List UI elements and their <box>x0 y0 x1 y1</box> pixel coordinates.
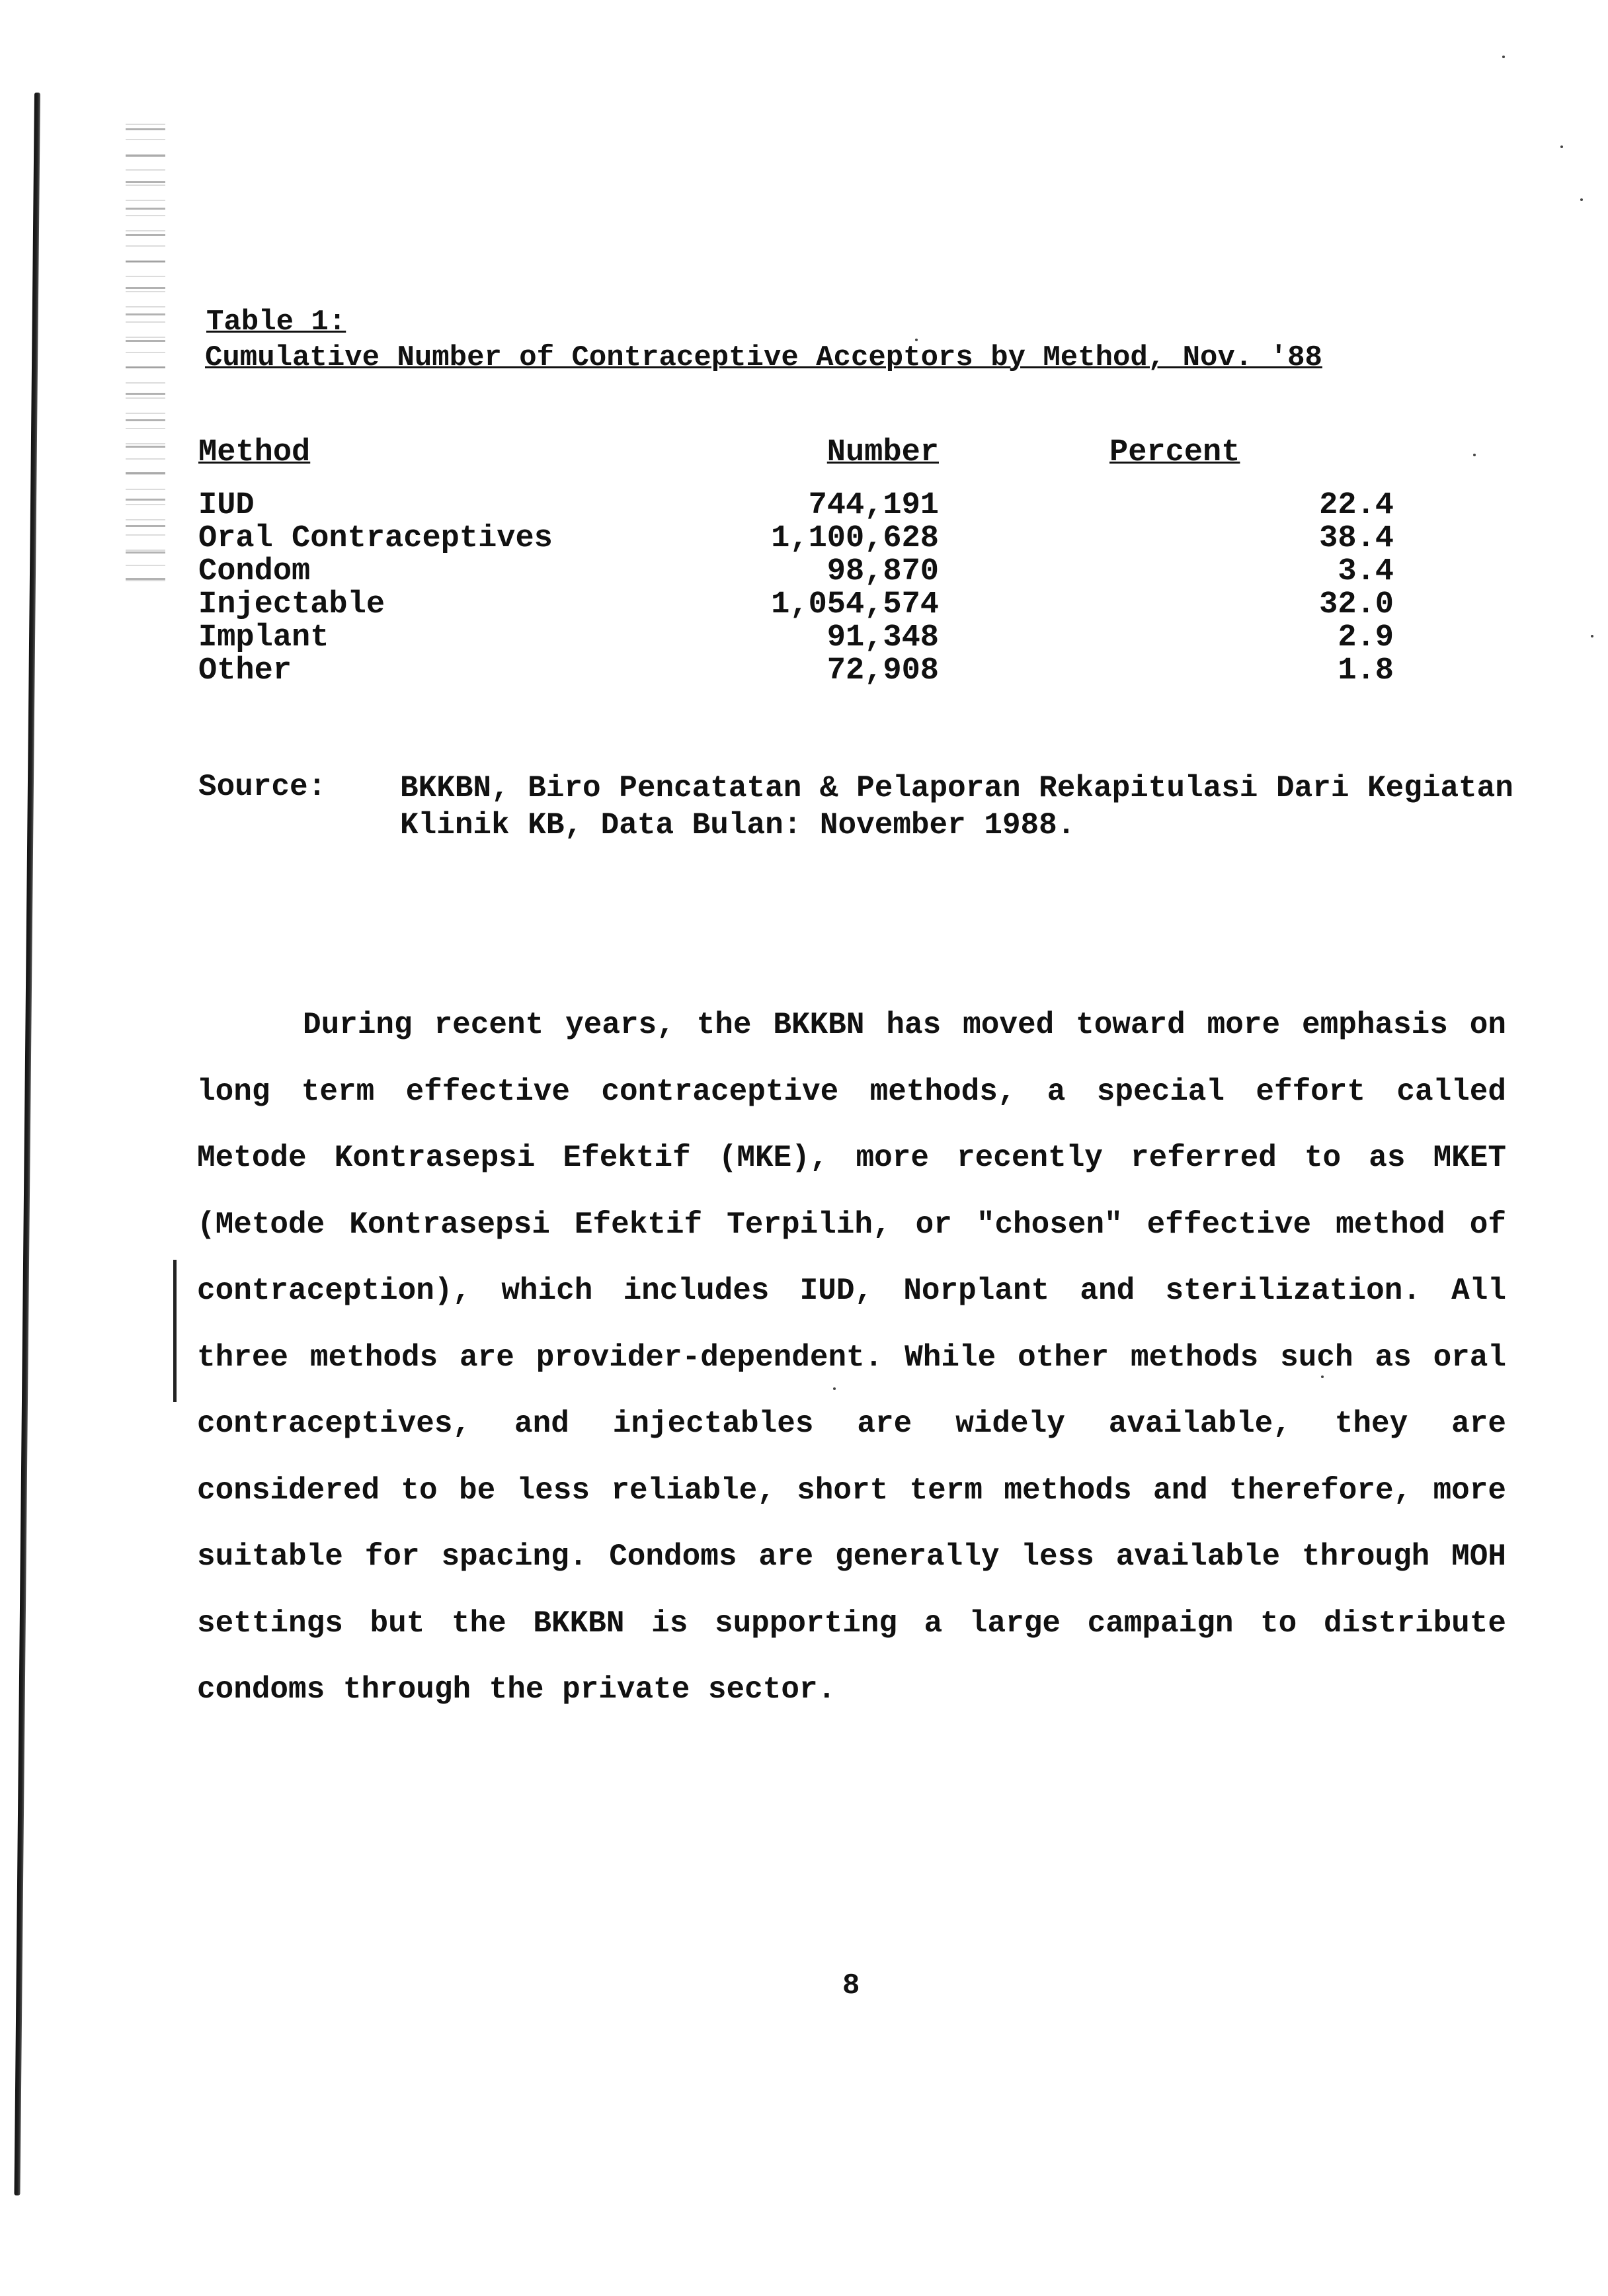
cell-percent: 32.0 <box>1319 587 1394 622</box>
cell-percent: 2.9 <box>1338 620 1394 655</box>
scan-binding-edge <box>14 93 40 2195</box>
cell-number: 91,348 <box>826 620 939 655</box>
table-row <box>198 522 1394 555</box>
cell-number: 72,908 <box>826 653 939 688</box>
table-row <box>198 622 1394 655</box>
body-paragraph: During recent years, the BKKBN has moved toward more emphasis on long term effective contraceptive methods, a special effort called Metode Kontrasepsi Efektif (MKE), more recently referred to as MKET (Metode Kontrasepsi Efektif Terpilih, or "chosen" effective method of contraception), which includes IUD, Norplant and sterilization. All three methods are provider-dependent. While other methods such as oral contraceptives, and injectables are widely available, they are considered to be less reliable, short term methods and therefore, more suitable for spacing. Condoms are generally less available through MOH settings but the BKKBN is supporting a large campaign to distribute condoms through the private sector. <box>197 1008 1506 1707</box>
page-number: 8 <box>842 1969 860 2002</box>
table-title: Cumulative Number of Contraceptive Acceptors by Method, Nov. '88 <box>205 341 1322 374</box>
table-label: Table 1: <box>206 306 346 339</box>
table-row <box>198 555 1394 589</box>
acceptors-table <box>198 436 1394 688</box>
header-number: Number <box>826 435 939 470</box>
cell-percent: 22.4 <box>1319 488 1394 523</box>
cell-method: Oral Contraceptives <box>198 521 553 556</box>
header-percent: Percent <box>1109 435 1240 470</box>
cell-percent: 1.8 <box>1338 653 1394 688</box>
scan-speck <box>1473 454 1476 456</box>
cell-number: 98,870 <box>826 554 939 589</box>
cell-method: Implant <box>198 620 329 655</box>
table-header-row <box>198 436 1394 489</box>
source-citation: BKKBN, Biro Pencatatan & Pelaporan Rekapitulasi Dari Kegiatan Klinik KB, Data Bulan: November 1988. <box>400 771 1513 842</box>
cell-number: 1,100,628 <box>771 521 939 556</box>
cell-percent: 3.4 <box>1338 554 1394 589</box>
cell-method: Injectable <box>198 587 385 622</box>
margin-change-bar <box>173 1260 177 1402</box>
table-row <box>198 589 1394 622</box>
header-method: Method <box>198 435 311 470</box>
cell-method: Condom <box>198 554 311 589</box>
cell-percent: 38.4 <box>1319 521 1394 556</box>
scan-speck <box>1560 145 1563 148</box>
table-row <box>198 489 1394 522</box>
cell-method: IUD <box>198 488 255 523</box>
cell-method: Other <box>198 653 292 688</box>
scan-speck <box>1591 635 1593 637</box>
cell-number: 1,054,574 <box>771 587 939 622</box>
scan-speck <box>1502 56 1505 58</box>
cell-number: 744,191 <box>808 488 939 523</box>
scan-binding-noise <box>126 119 165 582</box>
table-row <box>198 655 1394 688</box>
source-label: Source: <box>198 770 327 804</box>
scan-speck <box>1580 198 1583 201</box>
